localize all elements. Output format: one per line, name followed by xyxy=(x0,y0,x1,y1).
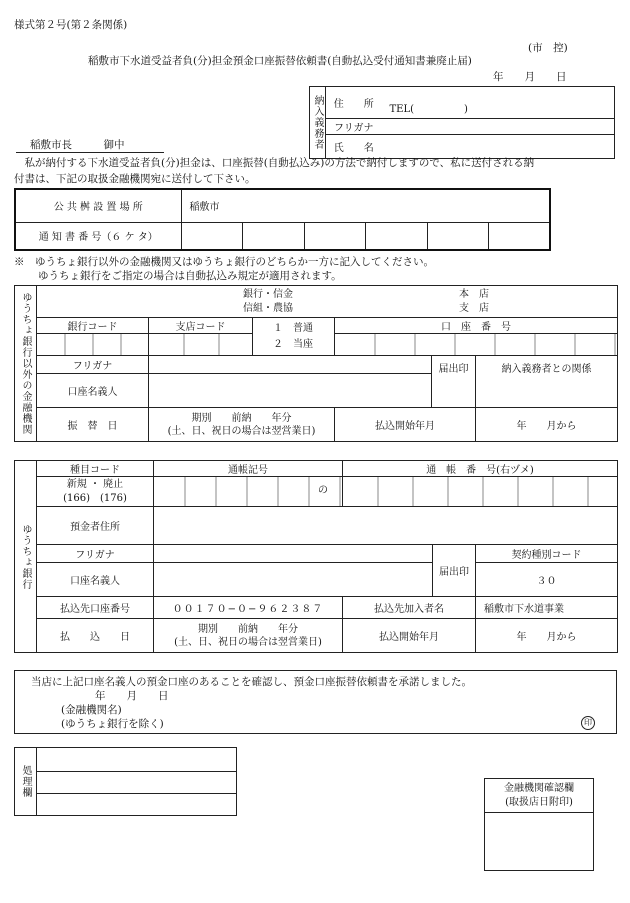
start-month-field[interactable] xyxy=(476,619,618,653)
notice-number-label: 通 知 書 番 号（６ ケ タ） xyxy=(15,222,181,250)
contract-code-label: 契約種別コード xyxy=(476,545,618,563)
processing-field[interactable] xyxy=(37,772,237,794)
new-cancel-text: 新規 ・ 廃止 xyxy=(66,478,124,490)
dest-name-value: 稲敷市下水道事業 xyxy=(476,597,618,619)
processing-label: 処理欄 xyxy=(15,748,37,816)
tel-label: TEL( ) xyxy=(389,104,468,115)
dest-name-label: 払込先加入者名 xyxy=(343,597,476,619)
furigana-label: フリガナ xyxy=(37,545,154,563)
furigana-label: フリガナ xyxy=(326,119,382,135)
basin-location-label: 公 共 桝 設 置 場 所 xyxy=(15,189,181,222)
addressee: 稲敷市長 御中 xyxy=(30,139,125,151)
transfer-period-field[interactable] xyxy=(149,408,335,442)
note-line-2: ゆうちょ銀行をご指定の場合は自動払込み規定が適用されます。 xyxy=(38,270,342,282)
address-field[interactable] xyxy=(382,87,615,119)
account-holder-field[interactable] xyxy=(149,374,432,408)
intro-text-2: 付書は、下記の取扱金融機関宛に送付して下さい。 xyxy=(14,173,256,185)
notice-digit[interactable] xyxy=(489,222,551,250)
form-title: 稲敷市下水道受益者負(分)担金預金口座振替依頼書(自動払込受付通知書兼廃止届) xyxy=(88,55,472,67)
start-month-value: 年 月から xyxy=(516,421,577,432)
account-holder-label: 口座名義人 xyxy=(37,563,154,597)
dest-account-value: ００１７０−０−９６２３８７ xyxy=(154,597,343,619)
branch-code-field[interactable] xyxy=(149,334,253,356)
period-text-2: (土、日、祝日の場合は翌営業日) xyxy=(167,425,316,437)
furigana-field[interactable] xyxy=(382,119,615,135)
furigana-field[interactable] xyxy=(154,545,433,563)
processing-table xyxy=(14,747,237,816)
basin-location-field[interactable] xyxy=(181,189,550,222)
intro-text: 私が納付する下水道受益者負(分)担金は、口座振替(自動払込み)の方法で納付しますので、私に送付される納 xyxy=(14,157,535,169)
seal-label: 届出印 xyxy=(432,356,476,408)
passbook-number-field[interactable] xyxy=(343,477,618,507)
form-date: 年 月 日 xyxy=(493,71,567,83)
start-month-value: 年 月から xyxy=(516,632,577,643)
relation-label: 納入義務者との関係 xyxy=(476,356,618,408)
name-label: 氏 名 xyxy=(326,135,382,159)
seal-label: 届出印 xyxy=(433,545,476,597)
seal-icon: 印 xyxy=(581,716,595,730)
start-month-label: 払込開始年月 xyxy=(335,408,476,442)
period-text-2: (土、日、祝日の場合は翌営業日) xyxy=(174,636,322,648)
yucho-side-label: ゆうちょ銀行 xyxy=(15,461,37,653)
start-month-field[interactable] xyxy=(476,408,618,442)
pay-period-field[interactable] xyxy=(154,619,343,653)
passbook-number-label: 通 帳 番 号(右ヅメ) xyxy=(343,461,618,477)
start-month-label: 払込開始年月 xyxy=(343,619,476,653)
city-copy-label: (市 控) xyxy=(528,42,568,54)
period-text-1: 期別 前納 年分 xyxy=(191,412,292,424)
branch-label: 支 店 xyxy=(459,303,489,314)
account-type-field[interactable] xyxy=(253,318,335,356)
confirm-box[interactable] xyxy=(14,670,617,734)
depositor-address-label: 預金者住所 xyxy=(37,507,154,545)
confirm-text: 当店に上記口座名義人の預金口座のあることを確認し、預金口座振替依頼書を承諾しました。 xyxy=(31,676,472,688)
bank-name-field[interactable] xyxy=(37,286,618,318)
furigana-field[interactable] xyxy=(149,356,432,374)
kind-code-label: 種目コード xyxy=(37,461,154,477)
depositor-address-field[interactable] xyxy=(154,507,618,545)
confirm-bank-name: (金融機関名) xyxy=(61,704,122,716)
bank-code-field[interactable] xyxy=(37,334,149,356)
account-holder-field[interactable] xyxy=(154,563,433,597)
address-label: 住 所 xyxy=(326,87,382,119)
addressee-underline xyxy=(16,152,164,153)
basin-location-value: 稲敷市 xyxy=(189,202,220,214)
pay-day-label: 払 込 日 xyxy=(37,619,154,653)
notice-digit[interactable] xyxy=(427,222,489,250)
form-number: 様式第２号(第２条関係) xyxy=(14,19,128,31)
confirm-date: 年 月 日 xyxy=(95,690,169,702)
furigana-label: フリガナ xyxy=(37,356,149,374)
branch-code-label: 支店コード xyxy=(149,318,253,334)
transfer-day-label: 振 替 日 xyxy=(37,408,149,442)
note-line-1: ※ ゆうちょ銀行以外の金融機関又はゆうちょ銀行のどちらか一方に記入してください。 xyxy=(14,256,434,268)
new-cancel-field[interactable] xyxy=(37,477,154,507)
bank-confirm-header xyxy=(485,779,594,813)
bank-types-1: 銀行・信金 xyxy=(243,289,293,300)
account-type-2: ２ 当座 xyxy=(273,339,313,350)
notice-digit[interactable] xyxy=(366,222,428,250)
processing-field[interactable] xyxy=(37,794,237,816)
processing-field[interactable] xyxy=(37,748,237,772)
other-bank-side-label: ゆうちょ銀行以外の金融機関 xyxy=(15,286,37,442)
bank-confirm-sub: (取扱店日附印) xyxy=(505,796,573,808)
account-holder-label: 口座名義人 xyxy=(37,374,149,408)
account-number-label: 口 座 番 号 xyxy=(335,318,618,334)
other-bank-table xyxy=(14,285,618,442)
yucho-table xyxy=(14,460,618,653)
notice-digit[interactable] xyxy=(243,222,305,250)
no-char: の xyxy=(318,485,328,496)
account-type-1: １ 普通 xyxy=(273,323,313,334)
basin-table xyxy=(14,188,551,251)
notice-digit[interactable] xyxy=(181,222,243,250)
payer-table xyxy=(309,86,615,159)
dest-account-label: 払込先口座番号 xyxy=(37,597,154,619)
contract-code-value: ３０ xyxy=(476,563,618,597)
bank-types-2: 信組・農協 xyxy=(243,303,293,314)
bank-confirm-table xyxy=(484,778,594,871)
name-field[interactable] xyxy=(382,135,615,159)
main-branch-label: 本 店 xyxy=(459,289,489,300)
bank-code-label: 銀行コード xyxy=(37,318,149,334)
bank-confirm-title: 金融機関確認欄 xyxy=(504,782,574,794)
bank-confirm-stamp-field[interactable] xyxy=(485,813,594,871)
period-text-1: 期別 前納 年分 xyxy=(198,623,298,635)
confirm-exclude: (ゆうちょ銀行を除く) xyxy=(61,718,164,730)
payer-label: 納入義務者 xyxy=(310,87,326,159)
passbook-symbol-field[interactable] xyxy=(154,477,343,507)
passbook-symbol-label: 通帳記号 xyxy=(154,461,343,477)
kind-codes: (166) (176) xyxy=(63,492,127,504)
account-number-field[interactable] xyxy=(335,334,618,356)
notice-digit[interactable] xyxy=(304,222,366,250)
